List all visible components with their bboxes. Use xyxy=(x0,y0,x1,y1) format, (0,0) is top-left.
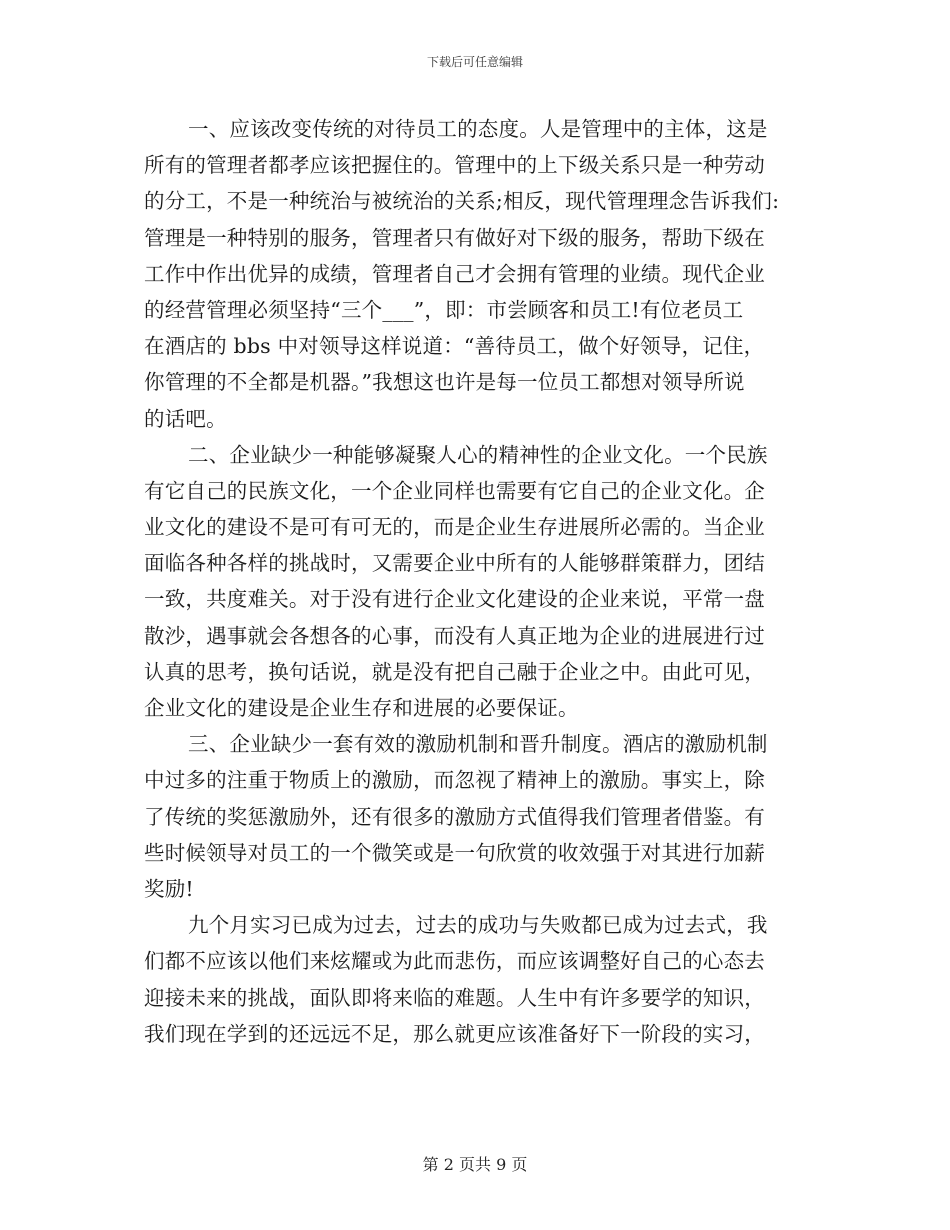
paragraph-2-line-7: 认真的思考，换句话说，就是没有把自己融于企业之中。由此可见， xyxy=(144,659,765,684)
paragraph-4-line-2: 们都不应该以他们来炫耀或为此而悲伤，而应该调整好自己的心态去 xyxy=(144,949,765,974)
paragraph-2-line-8: 企业文化的建设是企业生存和进展的必要保证。 xyxy=(144,696,579,720)
paragraph-2-line-3: 业文化的建设不是可有可无的，而是企业生存进展所必需的。当企业 xyxy=(144,515,765,540)
paragraph-2-line-2: 有它自己的民族文化，一个企业同样也需要有它自己的企业文化。企 xyxy=(144,478,765,503)
page-number: 第 2 页共 9 页 xyxy=(422,1155,528,1174)
paragraph-1-line-8: 你管理的不全都是机器。”我想这也许是每一位员工都想对领导所说 xyxy=(144,370,745,395)
paragraph-1-line-2: 所有的管理者都孝应该把握住的。管理中的上下级关系只是一种劳动 xyxy=(144,153,765,178)
paragraph-3-line-3: 了传统的奖惩激励外，还有很多的激励方式值得我们管理者借鉴。有 xyxy=(144,804,765,829)
paragraph-3-line-2: 中过多的注重于物质上的激励，而忽视了精神上的激励。事实上，除 xyxy=(144,768,765,793)
paragraph-3-line-4: 些时候领导对员工的一个微笑或是一句欣赏的收效强于对其进行加薪 xyxy=(144,840,765,865)
paragraph-2-line-6: 散沙，遇事就会各想各的心事，而没有人真正地为企业的进展进行过 xyxy=(144,623,765,648)
document-body xyxy=(144,111,804,1052)
paragraph-3-line-5: 奖励! xyxy=(144,876,194,901)
paragraph-2-line-4: 面临各种各样的挑战时，又需要企业中所有的人能够群策群力，团结 xyxy=(144,551,765,576)
paragraph-2-line-1: 二、企业缺少一种能够凝聚人心的精神性的企业文化。一个民族 xyxy=(188,442,768,467)
paragraph-1-line-1: 一、应该改变传统的对待员工的态度。人是管理中的主体，这是 xyxy=(188,117,768,141)
paragraph-1-line-7: 在酒店的 bbs 中对领导这样说道：“善待员工，做个好领导，记住， xyxy=(144,334,765,359)
paragraph-3-line-1: 三、企业缺少一套有效的激励机制和晋升制度。酒店的激励机制 xyxy=(188,732,768,757)
paragraph-4-line-4: 我们现在学到的还远远不足，那么就更应该准备好下一阶段的实习， xyxy=(144,1021,765,1046)
paragraph-2-line-5: 一致，共度难关。对于没有进行企业文化建设的企业来说，平常一盘 xyxy=(144,587,765,612)
paragraph-1-line-9: 的话吧。 xyxy=(144,406,227,431)
paragraph-4-line-1: 九个月实习已成为过去，过去的成功与失败都已成为过去式，我 xyxy=(188,913,768,938)
paragraph-1-line-6: 的经营管理必须坚持“三个___”，即：市尝顾客和员工!有位老员工 xyxy=(144,297,744,322)
page-header: 下载后可任意编辑 xyxy=(426,55,523,69)
paragraph-1-line-4: 管理是一种特别的服务，管理者只有做好对下级的服务，帮助下级在 xyxy=(144,225,765,250)
paragraph-1-line-3: 的分工，不是一种统治与被统治的关系;相反，现代管理理念告诉我们: xyxy=(144,189,780,214)
paragraph-4-line-3: 迎接未来的挑战，面队即将来临的难题。人生中有许多要学的知识， xyxy=(144,985,765,1010)
paragraph-1-line-5: 工作中作出优异的成绩，管理者自己才会拥有管理的业绩。现代企业 xyxy=(144,261,765,286)
